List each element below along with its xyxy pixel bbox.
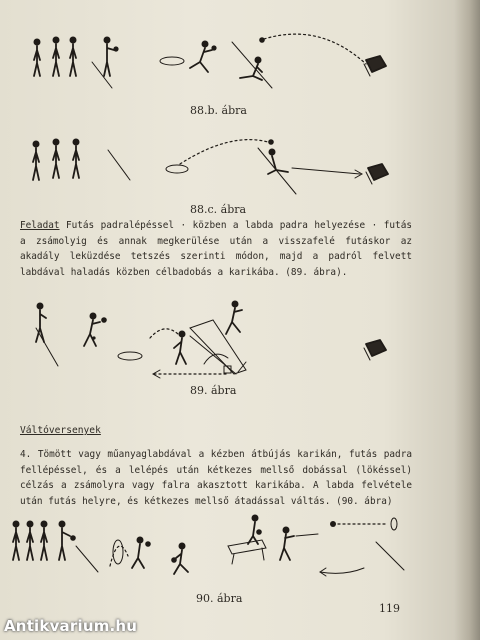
- stick-figure-icon: [174, 331, 186, 365]
- paragraph-lead: Feladat: [20, 220, 60, 231]
- figure-88c-illustration: [0, 128, 480, 200]
- figure-89-illustration: [0, 292, 480, 380]
- stick-figure-icon: [84, 313, 107, 347]
- stick-figure-icon: [34, 39, 41, 77]
- bench-line: [76, 546, 98, 572]
- bench-line: [376, 542, 404, 570]
- stick-figure-icon: [33, 141, 40, 181]
- hoop-icon: [166, 165, 188, 173]
- hoop-icon: [118, 352, 142, 360]
- bench-icon: [228, 540, 266, 564]
- section-heading: Váltóversenyek: [20, 425, 101, 436]
- stick-figure-icon: [53, 139, 60, 179]
- stick-figure-icon: [190, 41, 217, 73]
- ball-icon: [92, 336, 95, 339]
- figure-88b-illustration: [0, 20, 480, 100]
- stick-figure-icon: [73, 139, 80, 179]
- figure-90-illustration: [0, 510, 480, 588]
- stick-figure-icon: [240, 57, 262, 81]
- ball-icon: [70, 535, 76, 541]
- ball-trajectory: [264, 34, 366, 64]
- movement-arrow: [292, 168, 360, 174]
- stick-figure-icon: [226, 301, 242, 335]
- ball-icon: [256, 529, 262, 535]
- stick-figure-icon: [27, 521, 34, 561]
- stick-figure-icon: [104, 37, 119, 77]
- bench-line: [232, 42, 272, 88]
- stick-figure-icon: [280, 527, 294, 561]
- stick-figure-icon: [248, 515, 259, 545]
- ball-icon: [171, 557, 177, 563]
- watermark-logo: Antikvarium.hu: [4, 617, 138, 635]
- ball-icon: [113, 46, 118, 51]
- hoop-icon: [391, 518, 397, 530]
- stick-figure-icon: [171, 543, 188, 575]
- figure-caption: 88.c. ábra: [190, 203, 247, 216]
- task-paragraph: [20, 218, 412, 280]
- movement-arrow: [296, 534, 318, 536]
- ball-trajectory: [180, 140, 268, 164]
- ball-icon: [101, 317, 107, 323]
- stick-figure-icon: [268, 149, 288, 175]
- box-icon: [364, 340, 386, 360]
- ball-icon: [259, 37, 265, 43]
- stick-figure-icon: [70, 37, 77, 77]
- figure-caption: 89. ábra: [190, 384, 237, 397]
- movement-arrow: [320, 568, 364, 573]
- box-icon: [366, 164, 388, 184]
- stick-figure-icon: [59, 521, 76, 561]
- stick-figure-icon: [41, 521, 48, 561]
- box-icon: [364, 56, 386, 76]
- bench-line: [108, 150, 130, 180]
- ball-icon: [330, 521, 336, 527]
- page-number: 119: [379, 602, 400, 615]
- bench-line: [36, 328, 58, 366]
- stick-figure-icon: [53, 37, 60, 77]
- relay-paragraph: [20, 447, 412, 509]
- ball-icon: [268, 139, 274, 145]
- stick-figure-icon: [132, 537, 144, 569]
- figure-caption: 88.b. ábra: [190, 104, 247, 117]
- hoop-icon: [160, 57, 184, 65]
- paragraph-text: Futás padralépéssel · közben a labda padra helyezése · futás a zsámolyig és annak megkerülése után a visszafelé futáskor az akadály leküzdése tetszés szerinti módon, majd a padról felvett labdával haladás közben célbadobás a karikába. (89. ábra).: [20, 220, 412, 278]
- stick-figure-icon: [13, 521, 20, 561]
- ball-icon: [145, 541, 151, 547]
- ball-icon: [211, 45, 216, 50]
- ball-trajectory: [150, 329, 178, 338]
- figure-caption: 90. ábra: [196, 592, 243, 605]
- paragraph-text: 4. Tömött vagy műanyaglabdával a kézben átbújás karikán, futás padra fellépéssel, és a lelépés után kétkezes mellső dobással (lökéssel) célzás a zsámolyra vagy falra akasztott karikába. A labda felvétele után futás helyre, és kétkezes mellső átadással váltás. (90. ábra): [20, 449, 412, 507]
